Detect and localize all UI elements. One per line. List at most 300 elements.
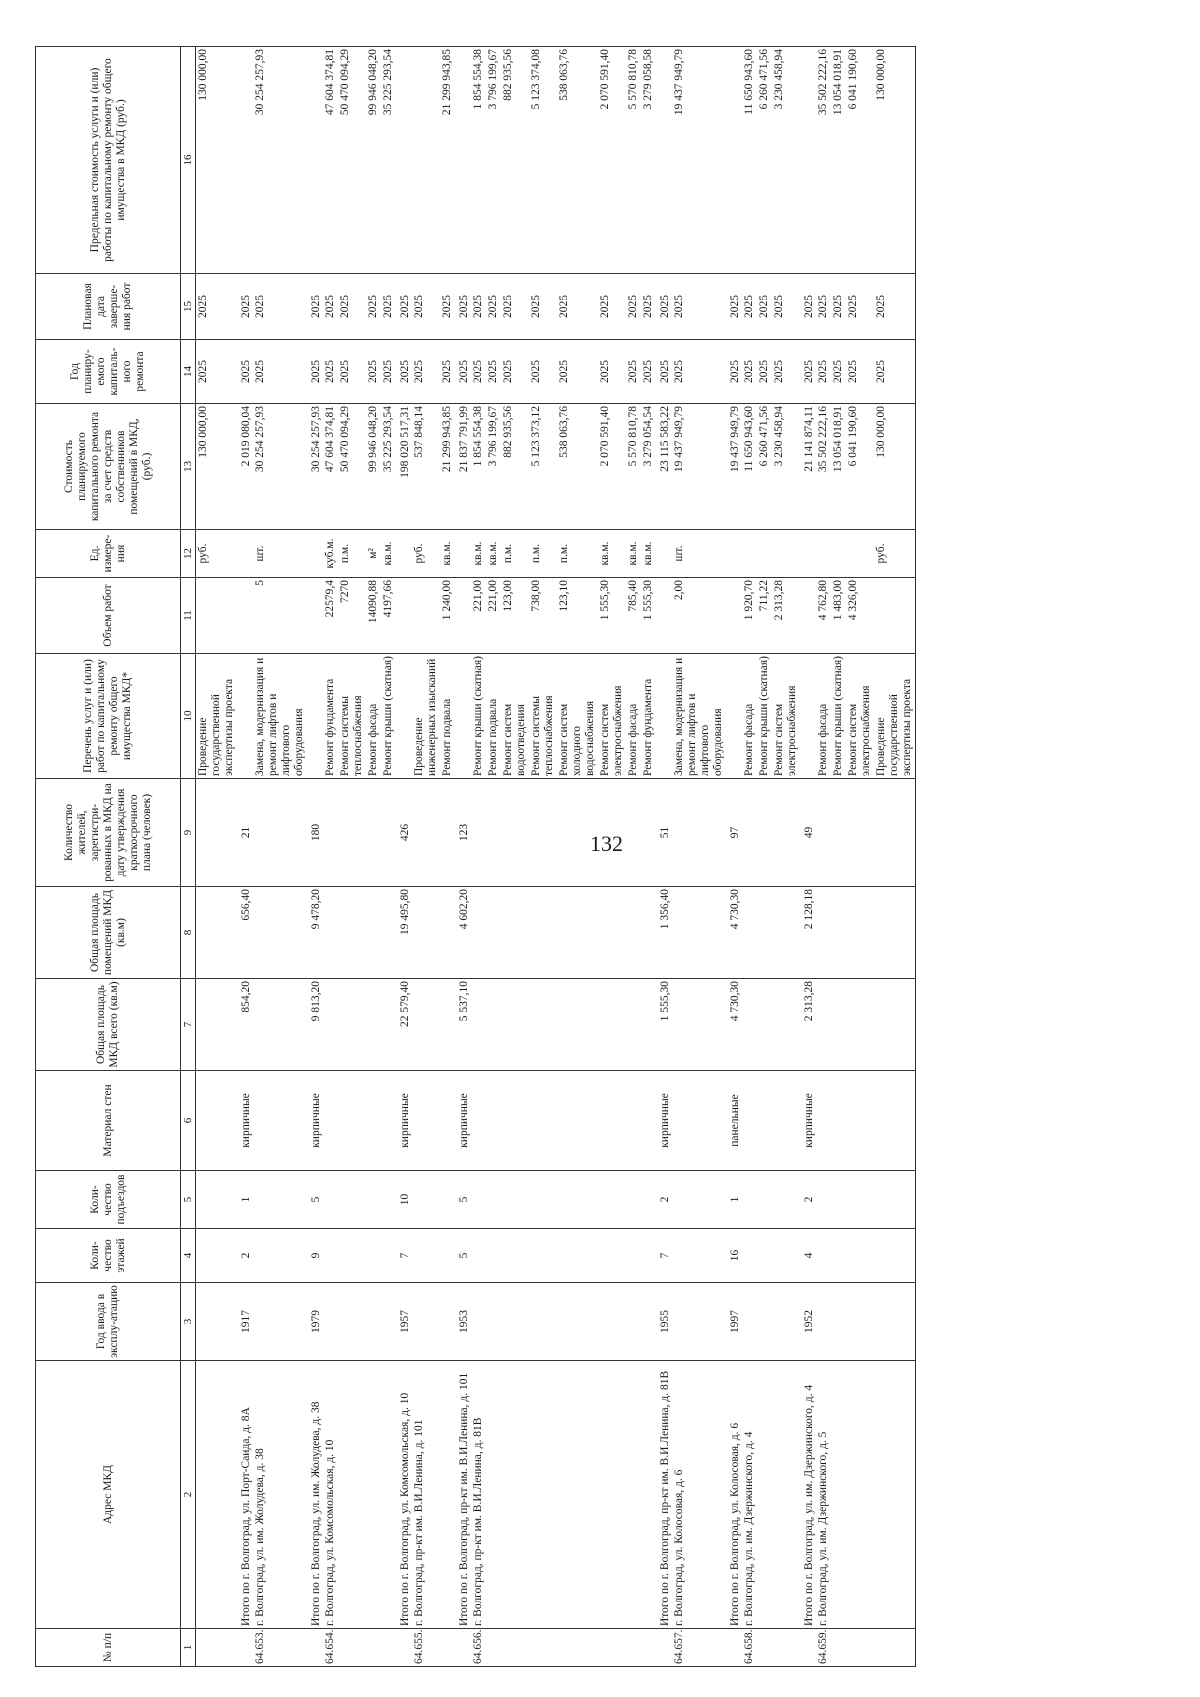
address-cell: Итого по г. Волгоград, ул. им. Жолудева, д. 38 — [307, 1361, 324, 1629]
residents-cell: 51 — [656, 779, 673, 887]
cost-cell: 882 935,56 — [501, 404, 529, 530]
row-number — [626, 1629, 641, 1667]
total-area-cell — [338, 979, 366, 1071]
address-cell — [772, 1361, 800, 1629]
cost-cell: 198 020 517,31 — [396, 404, 413, 530]
rooms-area-cell — [772, 887, 800, 979]
entrances-cell — [557, 1171, 598, 1229]
wall-material-cell: кирпичные — [396, 1071, 413, 1171]
year-built-cell — [598, 1283, 626, 1361]
entrances-cell: 5 — [307, 1171, 324, 1229]
work-volume-cell: 1 555,30 — [598, 578, 626, 654]
row-number — [726, 1629, 743, 1667]
unit-cell — [455, 530, 472, 578]
page-number: 132 — [590, 831, 623, 856]
completion-date-cell: 2025 — [656, 274, 673, 340]
unit-cell — [772, 530, 800, 578]
wall-material-cell — [743, 1071, 757, 1171]
floors-cell — [366, 1229, 381, 1283]
floors-cell — [440, 1229, 455, 1283]
entrances-cell — [743, 1171, 757, 1229]
unit-cell: руб. — [196, 530, 238, 578]
unit-cell — [831, 530, 846, 578]
rooms-area-cell — [501, 887, 529, 979]
cost-cell: 23 115 583,22 — [656, 404, 673, 530]
column-header: Материал стен — [36, 1071, 181, 1171]
rooms-area-cell — [529, 887, 557, 979]
work-type-cell — [237, 654, 254, 779]
header-number-row — [181, 47, 196, 1667]
column-number: 9 — [181, 779, 196, 887]
column-number: 14 — [181, 340, 196, 404]
total-row — [307, 47, 324, 1667]
rooms-area-cell — [440, 887, 455, 979]
completion-date-cell: 2025 — [817, 274, 831, 340]
rooms-area-cell: 4 602,20 — [455, 887, 472, 979]
cost-cell: 2 019 080,04 — [237, 404, 254, 530]
cost-cell: 99 946 048,20 — [366, 404, 381, 530]
work-type-cell — [307, 654, 324, 779]
row-number — [846, 1629, 874, 1667]
work-volume-cell: 5 — [254, 578, 307, 654]
column-header: Общая площадь МКД всего (кв.м) — [36, 979, 181, 1071]
repair-year-cell: 2025 — [846, 340, 874, 404]
completion-date-cell: 2025 — [846, 274, 874, 340]
address-cell — [486, 1361, 501, 1629]
rooms-area-cell — [598, 887, 626, 979]
limit-cost-cell: 30 254 257,93 — [254, 47, 307, 274]
rooms-area-cell: 1 356,40 — [656, 887, 673, 979]
wall-material-cell — [501, 1071, 529, 1171]
repair-year-cell: 2025 — [338, 340, 366, 404]
address-cell: Итого по г. Волгоград, пр-кт им. В.И.Ленина, д. 81В — [656, 1361, 673, 1629]
address-cell — [598, 1361, 626, 1629]
wall-material-cell: кирпичные — [656, 1071, 673, 1171]
limit-cost-cell: 882 935,56 — [501, 47, 529, 274]
unit-cell: руб. — [874, 530, 916, 578]
residents-cell: 49 — [800, 779, 817, 887]
cost-cell: 35 502 222,16 — [817, 404, 831, 530]
repair-year-cell: 2025 — [440, 340, 455, 404]
total-area-cell — [626, 979, 641, 1071]
completion-date-cell: 2025 — [486, 274, 501, 340]
work-row — [366, 47, 381, 1667]
work-volume-cell: 1 555,30 — [641, 578, 656, 654]
column-header: Год планиру-емого капиталь-ного ремонта — [36, 340, 181, 404]
unit-cell — [656, 530, 673, 578]
row-number — [366, 1629, 381, 1667]
work-type-cell — [726, 654, 743, 779]
completion-date-cell: 2025 — [598, 274, 626, 340]
work-type-cell: Ремонт систем электроснабжения — [598, 654, 626, 779]
row-number: 64.654. — [324, 1629, 338, 1667]
entrances-cell — [846, 1171, 874, 1229]
limit-cost-cell — [656, 47, 673, 274]
address-cell — [529, 1361, 557, 1629]
row-number — [656, 1629, 673, 1667]
floors-cell — [529, 1229, 557, 1283]
address-cell: г. Волгоград, ул. им. Дзержинского, д. 4 — [743, 1361, 757, 1629]
work-volume-cell — [396, 578, 413, 654]
work-type-cell: Замена, модернизация и ремонт лифтов и лифтового оборудования — [254, 654, 307, 779]
address-row — [413, 47, 440, 1667]
year-built-cell — [440, 1283, 455, 1361]
wall-material-cell — [831, 1071, 846, 1171]
year-built-cell — [196, 1283, 238, 1361]
residents-cell — [254, 779, 307, 887]
repair-year-cell: 2025 — [743, 340, 757, 404]
work-volume-cell: 22579,4 — [324, 578, 338, 654]
unit-cell: п.м. — [529, 530, 557, 578]
limit-cost-cell: 35 502 222,16 — [817, 47, 831, 274]
completion-date-cell: 2025 — [338, 274, 366, 340]
row-number — [307, 1629, 324, 1667]
column-number: 7 — [181, 979, 196, 1071]
floors-cell — [472, 1229, 486, 1283]
cost-cell: 19 437 949,79 — [673, 404, 726, 530]
work-type-cell: Ремонт фасада — [626, 654, 641, 779]
work-volume-cell: 123,00 — [501, 578, 529, 654]
repair-year-cell: 2025 — [757, 340, 772, 404]
completion-date-cell: 2025 — [381, 274, 396, 340]
column-header: Коли-чество подъездов — [36, 1171, 181, 1229]
work-type-cell: Ремонт фасада — [366, 654, 381, 779]
work-volume-cell: 14090,88 — [366, 578, 381, 654]
cost-cell: 537 848,14 — [413, 404, 440, 530]
floors-cell — [757, 1229, 772, 1283]
repair-year-cell: 2025 — [772, 340, 800, 404]
work-row — [338, 47, 366, 1667]
floors-cell — [413, 1229, 440, 1283]
year-built-cell — [874, 1283, 916, 1361]
floors-cell: 7 — [656, 1229, 673, 1283]
address-cell: Итого по г. Волгоград, ул. Колосовая, д. 6 — [726, 1361, 743, 1629]
residents-cell: 123 — [455, 779, 472, 887]
address-cell — [501, 1361, 529, 1629]
work-row — [874, 47, 916, 1667]
entrances-cell — [324, 1171, 338, 1229]
completion-date-cell: 2025 — [324, 274, 338, 340]
wall-material-cell: кирпичные — [307, 1071, 324, 1171]
address-cell — [757, 1361, 772, 1629]
year-built-cell — [673, 1283, 726, 1361]
address-cell: г. Волгоград, пр-кт им. В.И.Ленина, д. 101 — [413, 1361, 440, 1629]
unit-cell: кв.м. — [472, 530, 486, 578]
residents-cell — [338, 779, 366, 887]
row-number — [831, 1629, 846, 1667]
work-type-cell: Проведение государственной экспертизы проекта — [874, 654, 916, 779]
rooms-area-cell — [831, 887, 846, 979]
repair-year-cell: 2025 — [874, 340, 916, 404]
total-area-cell — [324, 979, 338, 1071]
total-area-cell — [831, 979, 846, 1071]
cost-cell: 538 063,76 — [557, 404, 598, 530]
work-type-cell — [455, 654, 472, 779]
floors-cell — [626, 1229, 641, 1283]
repair-year-cell: 2025 — [455, 340, 472, 404]
wall-material-cell — [598, 1071, 626, 1171]
repair-year-cell: 2025 — [557, 340, 598, 404]
work-volume-cell: 4197,66 — [381, 578, 396, 654]
entrances-cell — [501, 1171, 529, 1229]
completion-date-cell: 2025 — [254, 274, 307, 340]
address-cell: Итого по г. Волгоград, ул. им. Дзержинского, д. 4 — [800, 1361, 817, 1629]
repair-year-cell: 2025 — [501, 340, 529, 404]
rooms-area-cell — [324, 887, 338, 979]
unit-cell — [757, 530, 772, 578]
column-number: 3 — [181, 1283, 196, 1361]
total-area-cell: 4 730,30 — [726, 979, 743, 1071]
year-built-cell — [324, 1283, 338, 1361]
completion-date-cell: 2025 — [413, 274, 440, 340]
year-built-cell: 1979 — [307, 1283, 324, 1361]
rotated-page — [35, 47, 1145, 1667]
floors-cell — [673, 1229, 726, 1283]
limit-cost-cell: 1 854 554,38 — [472, 47, 486, 274]
limit-cost-cell — [455, 47, 472, 274]
repair-year-cell: 2025 — [656, 340, 673, 404]
column-number: 11 — [181, 578, 196, 654]
cost-cell: 35 225 293,54 — [381, 404, 396, 530]
address-cell — [381, 1361, 396, 1629]
work-row — [381, 47, 396, 1667]
floors-cell: 16 — [726, 1229, 743, 1283]
floors-cell — [598, 1229, 626, 1283]
completion-date-cell: 2025 — [501, 274, 529, 340]
entrances-cell — [757, 1171, 772, 1229]
column-number: 13 — [181, 404, 196, 530]
repair-year-cell: 2025 — [396, 340, 413, 404]
entrances-cell: 1 — [726, 1171, 743, 1229]
work-type-cell: Ремонт систем холодного водоснабжения — [557, 654, 598, 779]
work-type-cell: Ремонт системы теплоснабжения — [338, 654, 366, 779]
year-built-cell — [557, 1283, 598, 1361]
repair-year-cell: 2025 — [366, 340, 381, 404]
completion-date-cell: 2025 — [757, 274, 772, 340]
limit-cost-cell: 130 000,00 — [196, 47, 238, 274]
cost-cell: 2 070 591,40 — [598, 404, 626, 530]
limit-cost-cell — [237, 47, 254, 274]
entrances-cell — [772, 1171, 800, 1229]
total-row — [396, 47, 413, 1667]
year-built-cell: 1952 — [800, 1283, 817, 1361]
repair-year-cell: 2025 — [817, 340, 831, 404]
unit-cell — [726, 530, 743, 578]
wall-material-cell — [673, 1071, 726, 1171]
total-area-cell: 5 537,10 — [455, 979, 472, 1071]
total-area-cell: 1 555,30 — [656, 979, 673, 1071]
cost-cell: 30 254 257,93 — [307, 404, 324, 530]
total-area-cell — [254, 979, 307, 1071]
rooms-area-cell: 19 495,80 — [396, 887, 413, 979]
cost-cell: 47 604 374,81 — [324, 404, 338, 530]
row-number: 64.655. — [413, 1629, 440, 1667]
work-type-cell: Ремонт систем электроснабжения — [772, 654, 800, 779]
floors-cell: 4 — [800, 1229, 817, 1283]
entrances-cell: 1 — [237, 1171, 254, 1229]
floors-cell — [196, 1229, 238, 1283]
year-built-cell: 1955 — [656, 1283, 673, 1361]
wall-material-cell — [757, 1071, 772, 1171]
column-number: 2 — [181, 1361, 196, 1629]
wall-material-cell: кирпичные — [237, 1071, 254, 1171]
work-volume-cell — [413, 578, 440, 654]
repair-year-cell: 2025 — [598, 340, 626, 404]
floors-cell: 9 — [307, 1229, 324, 1283]
work-type-cell: Проведение инженерных изысканий — [413, 654, 440, 779]
work-volume-cell — [800, 578, 817, 654]
repair-year-cell: 2025 — [381, 340, 396, 404]
row-number — [501, 1629, 529, 1667]
total-area-cell — [557, 979, 598, 1071]
cost-cell: 30 254 257,93 — [254, 404, 307, 530]
rooms-area-cell — [757, 887, 772, 979]
repair-year-cell: 2025 — [307, 340, 324, 404]
entrances-cell — [626, 1171, 641, 1229]
limit-cost-cell — [800, 47, 817, 274]
entrances-cell: 10 — [396, 1171, 413, 1229]
total-area-cell — [673, 979, 726, 1071]
work-type-cell: Ремонт систем водоотведения — [501, 654, 529, 779]
repair-year-cell: 2025 — [472, 340, 486, 404]
work-row — [757, 47, 772, 1667]
cost-cell: 13 054 018,91 — [831, 404, 846, 530]
unit-cell — [743, 530, 757, 578]
address-row — [743, 47, 757, 1667]
completion-date-cell: 2025 — [440, 274, 455, 340]
unit-cell: п.м. — [501, 530, 529, 578]
repair-year-cell: 2025 — [626, 340, 641, 404]
work-volume-cell — [726, 578, 743, 654]
total-row — [800, 47, 817, 1667]
work-volume-cell: 1 483,00 — [831, 578, 846, 654]
work-volume-cell: 4 326,00 — [846, 578, 874, 654]
repair-year-cell: 2025 — [254, 340, 307, 404]
entrances-cell — [874, 1171, 916, 1229]
limit-cost-cell: 11 650 943,60 — [743, 47, 757, 274]
rooms-area-cell — [254, 887, 307, 979]
work-type-cell: Проведение государственной экспертизы проекта — [196, 654, 238, 779]
address-cell: Итого по г. Волгоград, пр-кт им. В.И.Ленина, д. 101 — [455, 1361, 472, 1629]
unit-cell: шт. — [254, 530, 307, 578]
limit-cost-cell: 35 225 293,54 — [381, 47, 396, 274]
unit-cell — [396, 530, 413, 578]
total-area-cell: 22 579,40 — [396, 979, 413, 1071]
address-cell: г. Волгоград, ул. Колосовая, д. 6 — [673, 1361, 726, 1629]
work-volume-cell: 1 920,70 — [743, 578, 757, 654]
row-number: 64.653. — [254, 1629, 307, 1667]
year-built-cell — [413, 1283, 440, 1361]
completion-date-cell: 2025 — [626, 274, 641, 340]
year-built-cell — [472, 1283, 486, 1361]
year-built-cell — [254, 1283, 307, 1361]
rooms-area-cell — [472, 887, 486, 979]
column-number: 5 — [181, 1171, 196, 1229]
unit-cell — [237, 530, 254, 578]
work-type-cell: Ремонт фасада — [743, 654, 757, 779]
work-volume-cell: 123,10 — [557, 578, 598, 654]
unit-cell: кв.м. — [440, 530, 455, 578]
unit-cell: п.м. — [338, 530, 366, 578]
work-volume-cell — [196, 578, 238, 654]
address-cell — [846, 1361, 874, 1629]
residents-cell — [413, 779, 440, 887]
floors-cell — [486, 1229, 501, 1283]
entrances-cell — [529, 1171, 557, 1229]
total-area-cell — [381, 979, 396, 1071]
floors-cell: 5 — [455, 1229, 472, 1283]
limit-cost-cell: 2 070 591,40 — [598, 47, 626, 274]
work-row — [196, 47, 238, 1667]
wall-material-cell — [486, 1071, 501, 1171]
entrances-cell — [338, 1171, 366, 1229]
rooms-area-cell — [846, 887, 874, 979]
year-built-cell: 1953 — [455, 1283, 472, 1361]
cost-cell: 19 437 949,79 — [726, 404, 743, 530]
table-body — [196, 47, 916, 1667]
total-area-cell — [486, 979, 501, 1071]
row-number: 64.659. — [817, 1629, 831, 1667]
limit-cost-cell: 5 570 810,78 — [626, 47, 641, 274]
work-type-cell: Ремонт подвала — [440, 654, 455, 779]
year-built-cell — [757, 1283, 772, 1361]
year-built-cell: 1997 — [726, 1283, 743, 1361]
row-number — [455, 1629, 472, 1667]
column-header: Общая площадь помещений МКД (кв.м) — [36, 887, 181, 979]
address-row — [324, 47, 338, 1667]
rooms-area-cell — [338, 887, 366, 979]
year-built-cell — [626, 1283, 641, 1361]
cost-cell: 11 650 943,60 — [743, 404, 757, 530]
cost-cell: 1 854 554,38 — [472, 404, 486, 530]
wall-material-cell — [381, 1071, 396, 1171]
entrances-cell: 2 — [800, 1171, 817, 1229]
floors-cell — [772, 1229, 800, 1283]
total-row — [656, 47, 673, 1667]
work-row — [831, 47, 846, 1667]
residents-cell — [626, 779, 641, 887]
completion-date-cell: 2025 — [307, 274, 324, 340]
address-cell — [338, 1361, 366, 1629]
address-cell — [874, 1361, 916, 1629]
row-number — [440, 1629, 455, 1667]
floors-cell — [817, 1229, 831, 1283]
column-header: Коли-чество этажей — [36, 1229, 181, 1283]
rooms-area-cell — [196, 887, 238, 979]
repair-year-cell: 2025 — [726, 340, 743, 404]
cost-cell: 130 000,00 — [196, 404, 238, 530]
residents-cell — [381, 779, 396, 887]
address-cell — [557, 1361, 598, 1629]
row-number: 64.657. — [673, 1629, 726, 1667]
rooms-area-cell — [486, 887, 501, 979]
work-type-cell: Ремонт подвала — [486, 654, 501, 779]
address-row — [254, 47, 307, 1667]
row-number — [381, 1629, 396, 1667]
address-cell: г. Волгоград, ул. им. Дзержинского, д. 5 — [817, 1361, 831, 1629]
cost-cell: 130 000,00 — [874, 404, 916, 530]
residents-cell — [472, 779, 486, 887]
repair-year-cell: 2025 — [831, 340, 846, 404]
wall-material-cell — [413, 1071, 440, 1171]
completion-date-cell: 2025 — [396, 274, 413, 340]
column-number: 12 — [181, 530, 196, 578]
unit-cell — [800, 530, 817, 578]
residents-cell — [196, 779, 238, 887]
year-built-cell — [641, 1283, 656, 1361]
column-header: Перечень услуг и (или) работ по капитальному ремонту общего имущества МКД* — [36, 654, 181, 779]
entrances-cell — [254, 1171, 307, 1229]
